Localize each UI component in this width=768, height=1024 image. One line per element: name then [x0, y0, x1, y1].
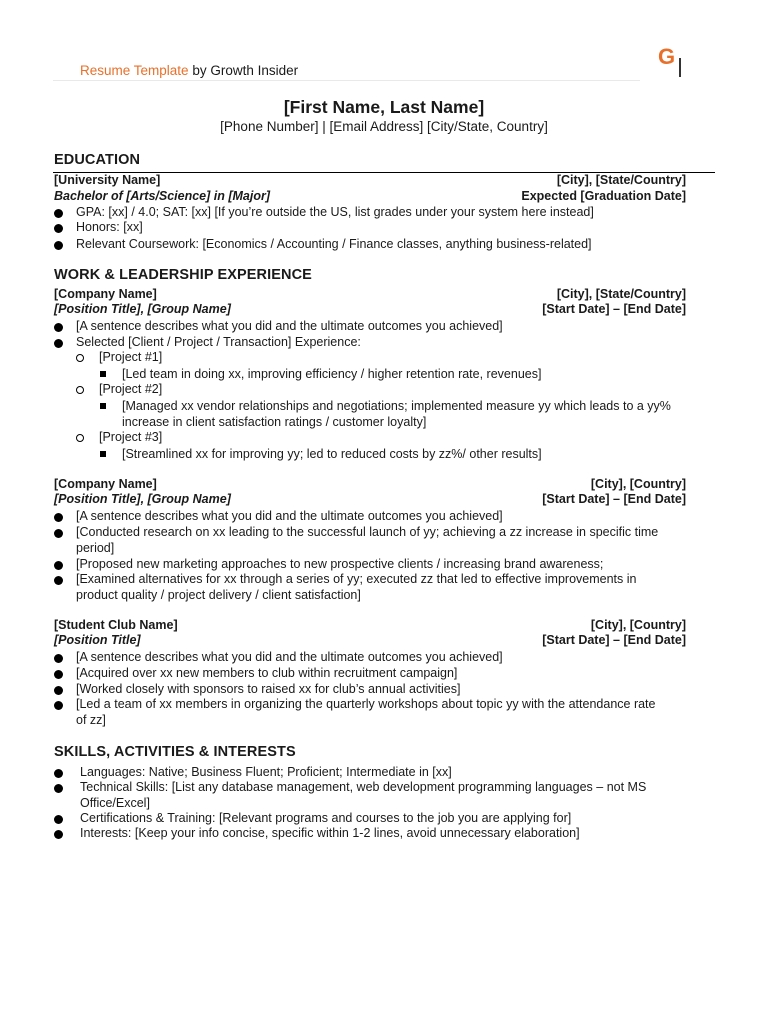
list-item-text: [Conducted research on xx leading to the successful launch of yy; achieving a zz increase in specific time	[76, 525, 659, 539]
list-item-text: [Acquired over xx new members to club within recruitment campaign]	[76, 666, 458, 680]
list-item-text: [Led a team of xx members in organizing the quarterly workshops about topic yy with the attendance rate	[76, 697, 656, 711]
university-name: [University Name]	[54, 173, 161, 187]
list-item-text: [Proposed new marketing approaches to new prospective clients / increasing brand awareness;	[76, 557, 604, 571]
bullet-icon	[54, 670, 63, 679]
job-dates: [Start Date] – [End Date]	[542, 492, 686, 506]
list-item-text: GPA: [xx] / 4.0; SAT: [xx] [If you’re outside the US, list grades under your system here instead]	[76, 205, 594, 219]
bullet-icon	[54, 323, 63, 332]
list-item-text: Honors: [xx]	[76, 220, 143, 234]
club-location: [City], [Country]	[590, 618, 686, 632]
list-item-text: product quality / project delivery / client satisfaction]	[76, 588, 361, 602]
list-item-text: period]	[76, 541, 115, 555]
list-item-text: Relevant Coursework: [Economics / Accounting / Finance classes, anything business-related]	[76, 237, 592, 251]
bullet-icon	[54, 561, 63, 570]
bullet-icon	[54, 654, 63, 663]
company-name: [Company Name]	[54, 477, 157, 491]
bullet-icon	[54, 815, 63, 824]
list-item-text: [A sentence describes what you did and the ultimate outcomes you achieved]	[76, 319, 503, 333]
brand-template-label: Resume Template	[80, 63, 189, 78]
bullet-icon	[54, 224, 63, 233]
bullet-icon	[54, 769, 63, 778]
logo-bar	[679, 58, 681, 77]
club-name: [Student Club Name]	[54, 618, 178, 632]
square-bullet-icon	[100, 403, 106, 409]
growth-insider-logo	[658, 44, 688, 78]
education-degree-row	[54, 189, 686, 205]
list-item-text: Selected [Client / Project / Transaction] Experience:	[76, 335, 361, 349]
graduation-date: Expected [Graduation Date]	[521, 189, 686, 203]
club-row	[54, 618, 686, 634]
list-item-text: [Managed xx vendor relationships and negotiations; implemented measure yy which leads to a yy%	[122, 399, 671, 413]
list-item-text: Office/Excel]	[80, 796, 150, 810]
list-item-text: [Led team in doing xx, improving efficiency / higher retention rate, revenues]	[122, 367, 542, 381]
candidate-name: [First Name, Last Name]	[283, 97, 485, 117]
bullet-icon	[54, 209, 63, 218]
bullet-icon	[54, 686, 63, 695]
list-item-text: of zz]	[76, 713, 106, 727]
company-location: [City], [Country]	[590, 477, 686, 491]
square-bullet-icon	[100, 451, 106, 457]
header-divider	[53, 80, 640, 81]
list-item-text: [Worked closely with sponsors to raised xx for club’s annual activities]	[76, 682, 461, 696]
bullet-icon	[54, 576, 63, 585]
list-item-text: Interests: [Keep your info concise, specific within 1-2 lines, avoid unnecessary elaboration]	[80, 826, 580, 840]
bullet-icon	[54, 830, 63, 839]
list-item-text: [Project #3]	[99, 430, 163, 444]
position-title: [Position Title], [Group Name]	[54, 492, 231, 506]
job1-company-row	[54, 287, 686, 303]
position-title: [Position Title], [Group Name]	[54, 302, 231, 316]
company-name: [Company Name]	[54, 287, 157, 301]
list-item-text: [Project #2]	[99, 382, 163, 396]
list-item-text: [Examined alternatives for xx through a series of yy; executed zz that led to effective improvements in	[76, 572, 637, 586]
position-title: [Position Title]	[54, 633, 141, 647]
list-item-text: [Streamlined xx for improving yy; led to reduced costs by zz%/ other results]	[122, 447, 542, 461]
club-position-row	[54, 633, 686, 649]
brand-by-label: by Growth Insider	[188, 63, 299, 78]
work-heading: WORK & LEADERSHIP EXPERIENCE	[54, 267, 312, 283]
degree: Bachelor of [Arts/Science] in [Major]	[54, 189, 271, 203]
bullet-icon	[54, 701, 63, 710]
bullet-icon	[54, 529, 63, 538]
logo-letter: G	[658, 44, 676, 69]
job2-company-row	[54, 477, 686, 493]
club-dates: [Start Date] – [End Date]	[542, 633, 686, 647]
job-dates: [Start Date] – [End Date]	[542, 302, 686, 316]
skills-heading: SKILLS, ACTIVITIES & INTERESTS	[54, 744, 296, 760]
circle-bullet-icon	[76, 386, 84, 394]
list-item-text: Technical Skills: [List any database management, web development programming languages – not MS	[80, 780, 647, 794]
list-item-text: [A sentence describes what you did and the ultimate outcomes you achieved]	[76, 650, 503, 664]
list-item-text: Languages: Native; Business Fluent; Proficient; Intermediate in [xx]	[80, 765, 452, 779]
list-item-text: Certifications & Training: [Relevant programs and courses to the job you are applying for]	[80, 811, 572, 825]
brand-line	[80, 63, 298, 78]
square-bullet-icon	[100, 371, 106, 377]
bullet-icon	[54, 784, 63, 793]
list-item-text: increase in client satisfaction ratings / customer loyalty]	[122, 415, 427, 429]
company-location: [City], [State/Country]	[556, 287, 686, 301]
bullet-icon	[54, 339, 63, 348]
job2-position-row	[54, 492, 686, 508]
bullet-icon	[54, 513, 63, 522]
contact-line: [Phone Number] | [Email Address] [City/State, Country]	[220, 119, 548, 134]
education-university-row	[54, 173, 686, 189]
circle-bullet-icon	[76, 434, 84, 442]
job1-position-row	[54, 302, 686, 318]
university-location: [City], [State/Country]	[556, 173, 686, 187]
list-item-text: [Project #1]	[99, 350, 163, 364]
education-heading: EDUCATION	[54, 152, 141, 168]
list-item-text: [A sentence describes what you did and the ultimate outcomes you achieved]	[76, 509, 503, 523]
bullet-icon	[54, 241, 63, 250]
circle-bullet-icon	[76, 354, 84, 362]
